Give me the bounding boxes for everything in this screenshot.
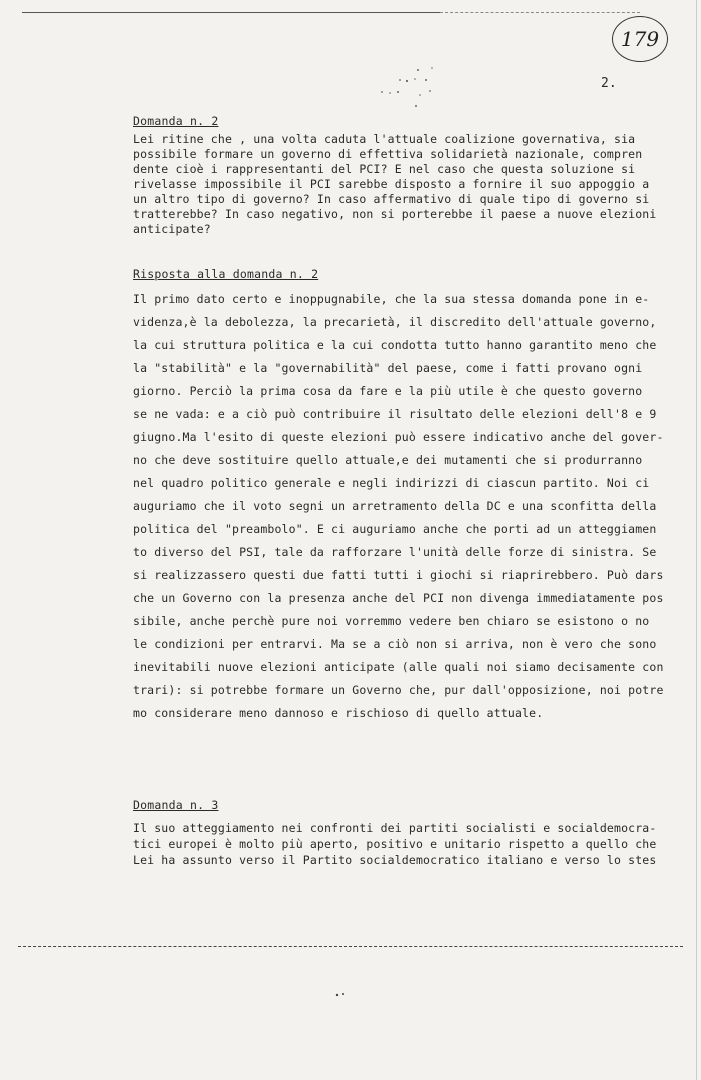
question-2-text (133, 132, 663, 237)
page-stamp-handwritten: 179 (612, 16, 668, 62)
answer-2-heading: Risposta alla domanda n. 2 (133, 267, 319, 281)
top-rule (22, 12, 442, 13)
question-3-text (133, 820, 663, 868)
text-line: tici europei è molto più aperto, positivo e unitario rispetto a quello che (133, 837, 657, 851)
text-line: Lei ritine che , una volta caduta l'attuale coalizione governativa, sia (133, 132, 636, 146)
text-line: la cui struttura politica e la cui condotta tutto hanno garantito meno che (133, 338, 657, 352)
text-line: videnza,è la debolezza, la precarietà, il discredito dell'attuale governo, (133, 315, 657, 329)
top-rule-faint (440, 12, 640, 13)
text-line: Lei ha assunto verso il Partito socialdemocratico italiano e verso lo stes (133, 853, 657, 867)
text-line: Il primo dato certo e inoppugnabile, che la sua stessa domanda pone in e- (133, 292, 650, 306)
text-line: mo considerare meno dannoso e rischioso di quello attuale. (133, 706, 544, 720)
answer-2-text (133, 288, 663, 725)
text-line: dente cioè i rappresentanti del PCI? E nel caso che questa soluzione si (133, 162, 636, 176)
page-edge (696, 0, 697, 1080)
text-line: si realizzassero questi due fatti tutti i giochi si riaprirebbero. Può dars (133, 568, 664, 582)
text-line: nel quadro politico generale e negli indirizzi di ciascun partito. Noi ci (133, 476, 650, 490)
bottom-rule (18, 946, 683, 947)
question-2-heading: Domanda n. 2 (133, 114, 219, 128)
text-line: politica del "preambolo". E ci auguriamo anche che porti ad un atteggiamen (133, 522, 657, 536)
text-line: giorno. Perciò la prima cosa da fare e la più utile è che questo governo (133, 384, 643, 398)
text-line: trari): si potrebbe formare un Governo che, pur dall'opposizione, noi potre (133, 683, 664, 697)
text-line: tratterebbe? In caso negativo, non si porterebbe il paese a nuove elezioni (133, 207, 657, 221)
scan-specks (360, 62, 470, 110)
text-line: to diverso del PSI, tale da rafforzare l'unità delle forze di sinistra. Se (133, 545, 657, 559)
text-line: possibile formare un governo di effettiva solidarietà nazionale, compren (133, 147, 643, 161)
text-line: rivelasse impossibile il PCI sarebbe disposto a fornire il suo appoggio a (133, 177, 650, 191)
scan-specks-bottom (332, 990, 352, 1000)
text-line: sibile, anche perchè pure noi vorremmo vedere ben chiaro se esistono o no (133, 614, 650, 628)
text-line: inevitabili nuove elezioni anticipate (alle quali noi siamo decisamente con (133, 660, 664, 674)
question-3-heading: Domanda n. 3 (133, 798, 219, 812)
text-line: le condizioni per entrarvi. Ma se a ciò non si arriva, non è vero che sono (133, 637, 657, 651)
text-line: giugno.Ma l'esito di queste elezioni può essere indicativo anche del gover- (133, 430, 664, 444)
text-line: un altro tipo di governo? In caso affermativo di quale tipo di governo si (133, 192, 650, 206)
text-line: Il suo atteggiamento nei confronti dei partiti socialisti e socialdemocra- (133, 821, 657, 835)
text-line: la "stabilità" e la "governabilità" del paese, come i fatti provano ogni (133, 361, 643, 375)
text-line: auguriamo che il voto segni un arretramento della DC e una sconfitta della (133, 499, 657, 513)
text-line: anticipate? (133, 222, 211, 236)
page-number: 2. (601, 76, 617, 91)
text-line: che un Governo con la presenza anche del PCI non divenga immediatamente pos (133, 591, 664, 605)
text-line: se ne vada: e a ciò può contribuire il risultato delle elezioni dell'8 e 9 (133, 407, 657, 421)
text-line: no che deve sostituire quello attuale,e dei mutamenti che si produrranno (133, 453, 643, 467)
